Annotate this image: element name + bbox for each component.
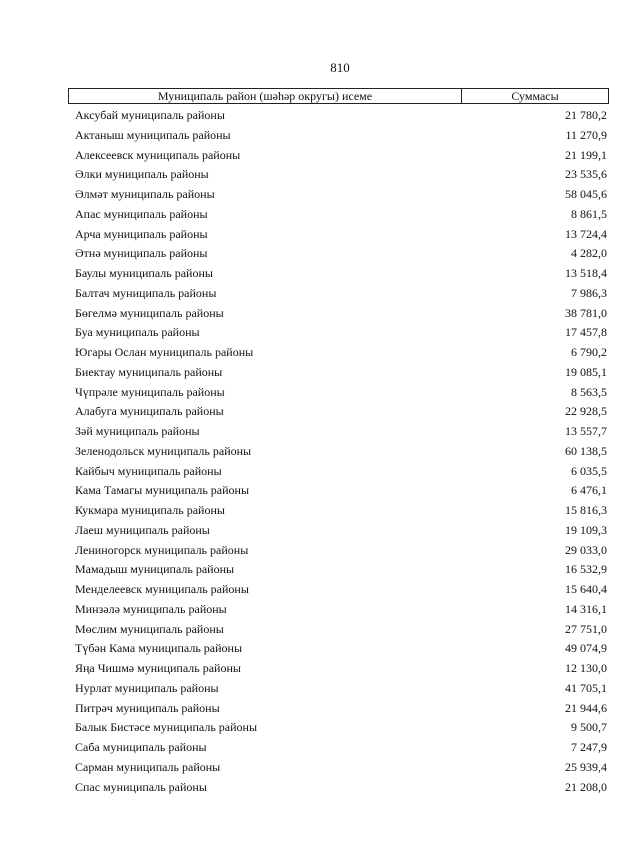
district-sum: 6 790,2 — [571, 345, 607, 359]
district-name: Мамадыш муниципаль районы — [75, 562, 235, 577]
district-sum: 11 270,9 — [565, 127, 607, 142]
table-row — [68, 244, 609, 264]
table-row — [68, 323, 609, 343]
table-row — [68, 165, 609, 185]
district-name: Лаеш муниципаль районы — [75, 522, 210, 537]
district-sum: 19 085,1 — [565, 364, 607, 379]
district-sum: 17 457,8 — [565, 325, 607, 340]
table-row — [68, 284, 609, 304]
district-name: Югары Ослан муниципаль районы — [75, 345, 254, 359]
table-row — [68, 126, 609, 146]
table-row — [68, 560, 609, 580]
district-name: Алабуга муниципаль районы — [75, 404, 224, 419]
district-name: Минзәлә муниципаль районы — [75, 601, 227, 616]
table-row — [68, 225, 609, 245]
district-name: Лениногорск муниципаль районы — [75, 542, 249, 557]
table-row — [68, 659, 609, 679]
district-sum: 15 640,4 — [565, 582, 607, 596]
column-header-name: Муниципаль район (шәһәр округы) исеме — [69, 89, 462, 103]
district-name: Актаныш муниципаль районы — [75, 127, 231, 142]
table-row — [68, 481, 609, 501]
district-name: Бөгелмә муниципаль районы — [75, 305, 224, 320]
table-body — [68, 106, 609, 797]
district-name: Саба муниципаль районы — [75, 740, 207, 754]
district-sum: 16 532,9 — [565, 562, 607, 577]
table-row — [68, 639, 609, 659]
table-header — [68, 88, 609, 104]
district-name: Чүпрәле муниципаль районы — [75, 384, 225, 399]
district-sum: 7 986,3 — [571, 285, 607, 300]
district-name: Апас муниципаль районы — [75, 206, 208, 221]
table-row — [68, 422, 609, 442]
district-sum: 41 705,1 — [565, 680, 607, 695]
table-row — [68, 304, 609, 324]
district-name: Кама Тамагы муниципаль районы — [75, 483, 250, 498]
table-row — [68, 343, 609, 363]
district-sum: 29 033,0 — [565, 542, 607, 557]
district-sum: 38 781,0 — [565, 305, 607, 320]
district-name: Яңа Чишмә муниципаль районы — [75, 661, 241, 675]
table-row — [68, 501, 609, 521]
district-sum: 21 208,0 — [565, 779, 607, 794]
district-sum: 19 109,3 — [565, 522, 607, 537]
table-row — [68, 402, 609, 422]
district-sum: 60 138,5 — [565, 443, 607, 458]
table-row — [68, 264, 609, 284]
district-sum: 21 780,2 — [565, 108, 607, 122]
district-sum: 12 130,0 — [565, 661, 607, 675]
district-name: Балтач муниципаль районы — [75, 285, 217, 300]
page-number: 810 — [330, 60, 350, 75]
table-row — [68, 146, 609, 166]
table-row — [68, 600, 609, 620]
district-sum: 25 939,4 — [565, 759, 607, 774]
district-name: Буа муниципаль районы — [75, 325, 200, 340]
district-name: Баулы муниципаль районы — [75, 266, 213, 280]
district-name: Спас муниципаль районы — [75, 779, 207, 794]
table-row — [68, 580, 609, 600]
district-name: Мөслим муниципаль районы — [75, 621, 224, 636]
table-row — [68, 679, 609, 699]
district-name: Алексеевск муниципаль районы — [75, 147, 241, 162]
district-name: Зеленодольск муниципаль районы — [75, 443, 252, 458]
district-sum: 27 751,0 — [565, 621, 607, 636]
table-row — [68, 205, 609, 225]
table-row — [68, 462, 609, 482]
district-sum: 8 861,5 — [571, 206, 607, 221]
table-row — [68, 383, 609, 403]
district-sum: 22 928,5 — [565, 404, 607, 419]
district-sum: 13 724,4 — [565, 226, 607, 241]
district-sum: 13 557,7 — [565, 424, 607, 438]
table-row — [68, 106, 609, 126]
district-sum: 14 316,1 — [565, 601, 607, 616]
district-name: Менделеевск муниципаль районы — [75, 582, 249, 596]
district-name: Әтнә муниципаль районы — [75, 246, 208, 261]
district-name: Балык Бистәсе муниципаль районы — [75, 720, 258, 735]
table-row — [68, 758, 609, 778]
table-row — [68, 442, 609, 462]
district-sum: 9 500,7 — [571, 720, 607, 735]
district-name: Нурлат муниципаль районы — [75, 680, 219, 695]
district-name: Зәй муниципаль районы — [75, 424, 200, 438]
table-row — [68, 363, 609, 383]
district-sum: 7 247,9 — [571, 740, 607, 754]
district-sum: 15 816,3 — [565, 503, 607, 517]
district-sum: 21 944,6 — [565, 700, 607, 715]
district-name: Әлмәт муниципаль районы — [75, 187, 215, 201]
table-row — [68, 778, 609, 798]
district-sum: 13 518,4 — [565, 266, 607, 280]
district-name: Сарман муниципаль районы — [75, 759, 221, 774]
column-header-sum: Суммасы — [511, 89, 559, 103]
table-row — [68, 521, 609, 541]
district-name: Кукмара муниципаль районы — [75, 503, 225, 517]
district-name: Түбән Кама муниципаль районы — [75, 641, 243, 656]
district-name: Кайбыч муниципаль районы — [75, 463, 222, 478]
district-sum: 6 035,5 — [571, 463, 607, 478]
district-sum: 4 282,0 — [571, 246, 607, 261]
table-row — [68, 718, 609, 738]
table-row — [68, 699, 609, 719]
district-name: Питрәч муниципаль районы — [75, 700, 220, 715]
district-sum: 6 476,1 — [571, 483, 607, 498]
table-row — [68, 620, 609, 640]
table-row — [68, 738, 609, 758]
district-sum: 8 563,5 — [571, 384, 607, 399]
district-name: Әлки муниципаль районы — [75, 167, 209, 182]
district-name: Аксубай муниципаль районы — [75, 108, 225, 122]
budget-table — [68, 88, 609, 797]
district-sum: 58 045,6 — [565, 187, 607, 201]
table-row — [68, 185, 609, 205]
district-sum: 49 074,9 — [565, 641, 607, 656]
district-sum: 23 535,6 — [565, 167, 607, 182]
table-row — [68, 541, 609, 561]
district-sum: 21 199,1 — [565, 147, 607, 162]
district-name: Биектау муниципаль районы — [75, 364, 223, 379]
district-name: Арча муниципаль районы — [75, 226, 208, 241]
